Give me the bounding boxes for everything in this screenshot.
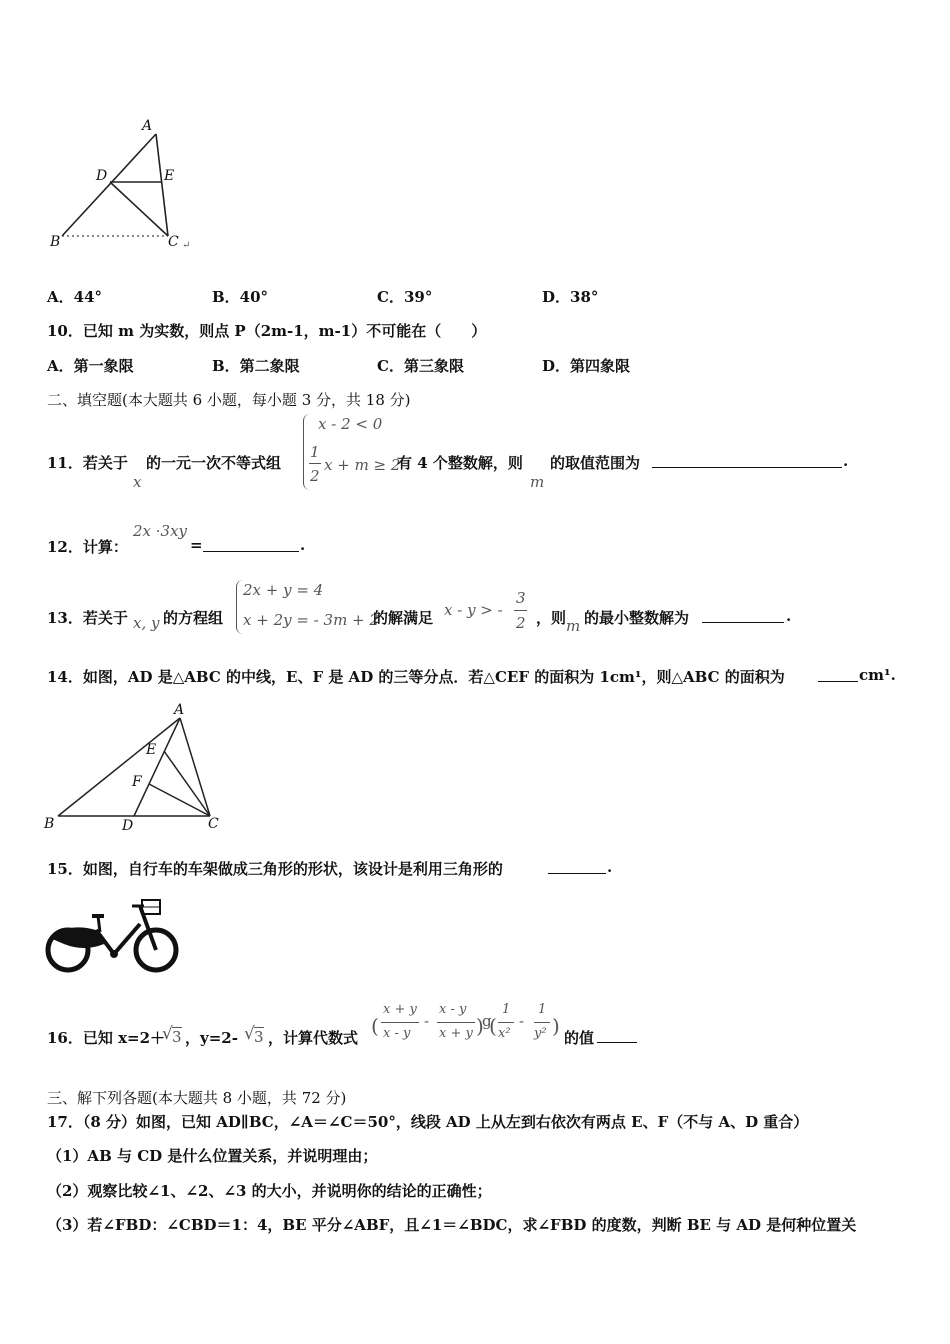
q16-paren-right-2: ) <box>552 1014 560 1038</box>
q16-f4-num: 1 <box>538 1002 547 1017</box>
q13-num: 13．若关于 <box>47 609 128 627</box>
q16-minus-2: - <box>519 1012 525 1030</box>
q17-stem: 17．（8 分）如图，已知 AD∥BC，∠A＝∠C＝50°，线段 AD 上从左到右依次有两点 E、F（不与 A、D 重合） <box>47 1113 809 1131</box>
q14-text: 14．如图，AD 是△ABC 的中线，E、F 是 AD 的三等分点．若△CEF 的面积为 1cm¹，则△ABC 的面积为 <box>47 668 785 686</box>
q11-var-x: x <box>133 473 142 491</box>
q13-cond: x - y > - <box>444 601 503 619</box>
q16-part4: 的值 <box>564 1029 595 1047</box>
q13-part2: 的解满足 <box>373 609 434 627</box>
q16-f4-den: y² <box>534 1026 547 1041</box>
q16-paren-left-2: ( <box>489 1014 497 1038</box>
label-a: A <box>142 118 153 134</box>
q11-var-m: m <box>530 473 545 491</box>
q10-stem: 10．已知 m 为实数，则点 P（2m-1，m-1）不可能在（ ） <box>47 322 487 340</box>
label-c: C <box>168 234 179 250</box>
section-2-heading: 二、填空题(本大题共 6 小题，每小题 3 分，共 18 分) <box>47 391 411 409</box>
q16-f2-bar <box>437 1022 475 1023</box>
q15-answer-blank[interactable] <box>548 872 606 874</box>
q10-option-b: B．第二象限 <box>212 357 300 375</box>
bicycle-seat-post <box>98 916 100 932</box>
q13-frac-bar <box>514 610 527 611</box>
q16-part3: ，计算代数式 <box>268 1029 359 1047</box>
q10-option-c: C．第三象限 <box>377 357 464 375</box>
q16-radicand-2: 3 <box>254 1028 264 1046</box>
q17-sub2: （2）观察比较∠1、∠2、∠3 的大小，并说明你的结论的正确性； <box>47 1182 492 1200</box>
q16-f1-den: x - y <box>383 1026 411 1041</box>
q12-equals: = <box>190 536 203 554</box>
q16-paren-right: ) <box>476 1014 484 1038</box>
return-mark: ↵ <box>182 240 191 251</box>
q11-frac-num: 1 <box>310 443 320 461</box>
q11-part3: 的取值范围为 <box>550 454 641 472</box>
q14-unit: cm¹. <box>859 666 896 684</box>
q11-end: . <box>843 452 849 470</box>
bicycle-crank <box>110 950 118 958</box>
q15-text: 15．如图，自行车的车架做成三角形的形状，该设计是利用三角形的 <box>47 860 503 878</box>
q16-dot: g <box>482 1012 492 1030</box>
q10-option-d: D．第四象限 <box>542 357 631 375</box>
q13-part1: 的方程组 <box>163 609 224 627</box>
figure-triangle-1 <box>40 112 210 262</box>
q16-sqrt-sign-1: √ <box>162 1024 173 1044</box>
side-ac <box>156 134 168 236</box>
t2-segment-fc <box>149 784 210 816</box>
q11-ineq1: x - 2 < 0 <box>318 415 383 433</box>
t2-label-c: C <box>208 816 219 832</box>
q16-part1: 16．已知 x=2＋ <box>47 1029 166 1047</box>
q16-paren-left: ( <box>371 1014 379 1038</box>
q16-f3-den: x² <box>498 1026 511 1041</box>
q11-part2: 有 4 个整数解，则 <box>397 454 523 472</box>
t2-side-ab <box>58 718 180 816</box>
q16-radicand-1: 3 <box>172 1028 182 1046</box>
section-3-heading: 三、解下列各题(本大题共 8 小题，共 72 分) <box>47 1089 347 1107</box>
q13-part4: 的最小整数解为 <box>584 609 690 627</box>
q14-answer-blank[interactable] <box>818 680 858 682</box>
q16-f4-bar <box>534 1022 550 1023</box>
q13-eq1: 2x + y = 4 <box>243 581 324 599</box>
q12-end: . <box>300 536 306 554</box>
q11-brace <box>303 414 310 490</box>
q16-f2-num: x - y <box>439 1002 467 1017</box>
q13-end: . <box>786 607 792 625</box>
label-b: B <box>50 234 61 250</box>
t2-median-ad <box>134 718 180 816</box>
t2-label-a: A <box>174 702 185 718</box>
q16-f1-bar <box>381 1022 419 1023</box>
q16-f3-num: 1 <box>502 1002 511 1017</box>
t2-label-f: F <box>132 774 142 790</box>
t2-side-ac <box>180 718 210 816</box>
t2-segment-ec <box>164 751 210 816</box>
q12-answer-blank[interactable] <box>203 550 299 552</box>
q11-answer-blank[interactable] <box>652 466 842 468</box>
q9-option-a: A．44° <box>47 288 103 306</box>
q16-sqrt-sign-2: √ <box>244 1024 255 1044</box>
q16-f1-num: x + y <box>383 1002 417 1017</box>
q12-expr: 2x ·3xy <box>133 522 188 540</box>
q17-sub1: （1）AB 与 CD 是什么位置关系，并说明理由； <box>47 1147 378 1165</box>
q16-f2-den: x + y <box>439 1026 473 1041</box>
q13-frac-den: 2 <box>516 614 526 632</box>
q9-option-b: B．40° <box>212 288 269 306</box>
q13-vars: x, y <box>133 614 160 632</box>
q9-option-d: D．38° <box>542 288 599 306</box>
q16-answer-blank[interactable] <box>597 1041 637 1043</box>
q12-num: 12．计算： <box>47 538 128 556</box>
q11-frac-den: 2 <box>310 467 320 485</box>
q13-eq2: x + 2y = - 3m + 2 <box>243 611 379 629</box>
q11-num: 11．若关于 <box>47 454 128 472</box>
figure-triangle-2 <box>40 700 240 840</box>
q16-part2: ，y=2- <box>185 1029 238 1047</box>
t2-label-b: B <box>44 816 55 832</box>
side-ab <box>62 134 156 236</box>
t2-label-e: E <box>146 742 157 758</box>
q13-frac-num: 3 <box>516 589 526 607</box>
bicycle-svg <box>44 894 184 978</box>
q13-part3: ，则 <box>536 609 567 627</box>
label-d: D <box>96 168 108 184</box>
q13-brace <box>236 580 243 634</box>
label-e: E <box>164 168 175 184</box>
q11-part1: 的一元一次不等式组 <box>146 454 282 472</box>
q16-f3-bar <box>498 1022 514 1023</box>
q10-option-a: A．第一象限 <box>47 357 134 375</box>
q11-ineq2: x + m ≥ 2 <box>324 456 401 474</box>
q9-option-c: C．39° <box>377 288 433 306</box>
bicycle-image <box>44 894 184 978</box>
q11-frac-bar <box>309 463 321 464</box>
q13-answer-blank[interactable] <box>702 621 784 623</box>
segment-dc <box>110 182 168 236</box>
t2-label-d: D <box>122 818 134 834</box>
q17-sub3: （3）若∠FBD：∠CBD＝1：4，BE 平分∠ABF，且∠1＝∠BDC，求∠FBD 的度数，判断 BE 与 AD 是何种位置关 <box>47 1216 857 1234</box>
q16-minus-1: - <box>424 1012 430 1030</box>
q15-end: . <box>607 858 613 876</box>
q13-var-m: m <box>566 617 581 635</box>
